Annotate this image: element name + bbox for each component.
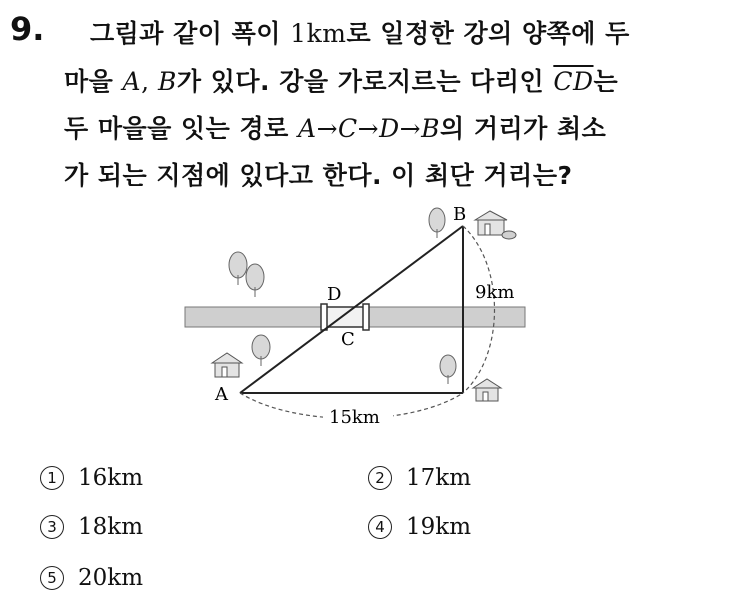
question-line-1 [90,14,630,50]
question-text-segment: 두 마을을 잇는 경로 [64,114,299,143]
tree-icon [429,208,445,238]
tree-icon [252,335,270,366]
choice-marker: 4 [368,515,392,539]
choice-value: 20km [78,565,144,591]
choice-marker: 2 [368,466,392,490]
question-text-segment: , [141,67,158,96]
question-number: 9. [10,10,45,48]
question-text-segment: B [157,67,177,96]
choice-2[interactable] [368,465,471,491]
choice-marker: 1 [40,466,64,490]
choice-value: 17km [406,465,472,491]
label-horizontal-distance: 15km [329,407,380,428]
question-text-segment: 는 [593,67,619,96]
choice-value: 16km [78,465,144,491]
choice-value: 19km [406,514,472,540]
choice-1[interactable] [40,465,143,491]
label-c: C [341,329,355,350]
question-text-segment: A→C→D→B [298,114,440,143]
question-text-segment: 마을 [64,67,123,96]
question-text-segment: 의 거리가 최소 [439,114,607,143]
question-text-segment: A [122,67,142,96]
question-text-segment: 로 일정한 강의 양쪽에 두 [346,19,630,48]
question-text-segment: 그림과 같이 폭이 [90,19,291,48]
choice-5[interactable] [40,565,143,591]
question-text-segment: 1km [290,19,347,48]
question-line-4 [64,156,572,192]
tree-icon [229,252,264,297]
question-text-segment: $\overline{CD}$ [553,67,594,96]
choice-marker: 5 [40,566,64,590]
label-a: A [215,384,228,405]
choice-marker: 3 [40,515,64,539]
label-b: B [453,204,467,225]
label-d: D [327,284,342,305]
question-text-segment: 가 있다. 강을 가로지르는 다리인 [176,67,554,96]
house-icon [473,379,501,401]
question-line-2 [64,62,618,98]
choice-4[interactable] [368,514,471,540]
river-bridge-figure [175,195,535,440]
question-line-3 [64,109,606,145]
label-vertical-distance: 9km [475,282,515,303]
house-icon [212,353,242,377]
choice-value: 18km [78,514,144,540]
house-icon [475,211,516,239]
question-text-segment: 가 되는 지점에 있다고 한다. 이 최단 거리는? [64,161,573,190]
tree-icon [440,355,456,384]
choice-3[interactable] [40,514,143,540]
